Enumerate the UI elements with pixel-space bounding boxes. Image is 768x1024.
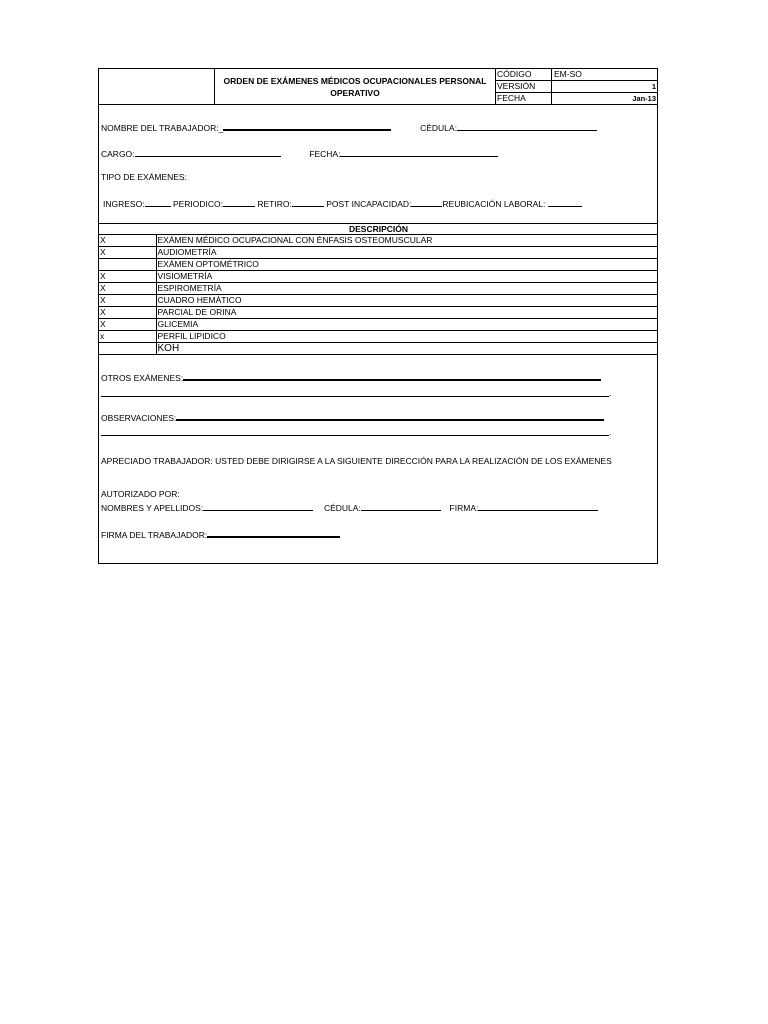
meta-value: Jan-13 bbox=[632, 94, 656, 103]
cedula-label: CÉDULA: bbox=[420, 123, 457, 133]
firma-label: FIRMA: bbox=[449, 503, 479, 513]
table-row bbox=[99, 247, 658, 259]
periodico-label: PERIODICO: bbox=[172, 199, 223, 209]
meta-row-version bbox=[496, 81, 658, 93]
exam-name: GLICEMIA bbox=[156, 319, 658, 331]
cedula2-label: CÉDULA: bbox=[323, 503, 361, 513]
table-row bbox=[99, 295, 658, 307]
nombre-line bbox=[101, 121, 597, 133]
fecha-label: FECHA: bbox=[309, 149, 341, 159]
tipo-examenes-line bbox=[103, 198, 582, 209]
fecha-field[interactable] bbox=[340, 148, 498, 157]
exam-name: AUDIOMETRÍA bbox=[156, 247, 658, 259]
reubicacion-field[interactable] bbox=[548, 198, 582, 207]
observaciones-line bbox=[101, 411, 604, 423]
meta-label: CÓDIGO bbox=[496, 69, 552, 80]
exam-mark[interactable]: x bbox=[99, 331, 156, 343]
periodico-field[interactable] bbox=[223, 198, 255, 207]
firma-trabajador-line bbox=[101, 528, 340, 540]
exam-mark[interactable]: X bbox=[99, 283, 156, 295]
exam-name: EXÁMEN MÉDICO OCUPACIONAL CON ÉNFASIS OSTEOMUSCULAR bbox=[156, 235, 658, 247]
table-row bbox=[99, 331, 658, 343]
observaciones-period: . bbox=[609, 427, 612, 437]
cargo-line bbox=[101, 148, 498, 159]
table-row bbox=[99, 307, 658, 319]
meta-label: FECHA bbox=[496, 93, 552, 104]
logo-cell bbox=[99, 69, 215, 105]
table-row bbox=[99, 283, 658, 295]
otros-examenes-field[interactable] bbox=[183, 371, 601, 381]
exam-mark[interactable]: X bbox=[99, 235, 156, 247]
nombres-label: NOMBRES Y APELLIDOS: bbox=[101, 503, 204, 513]
post-incapacidad-label: POST INCAPACIDAD: bbox=[326, 199, 412, 209]
form-title: ORDEN DE EXÁMENES MÉDICOS OCUPACIONALES PERSONAL OPERATIVO bbox=[215, 69, 496, 105]
meta-label: VERSIÓN bbox=[496, 81, 552, 92]
exam-name: ESPIROMETRÍA bbox=[156, 283, 658, 295]
otros-period: . bbox=[609, 388, 612, 398]
post-incapacidad-field[interactable] bbox=[411, 198, 442, 207]
exam-name: PARCIAL DE ORINA bbox=[156, 307, 658, 319]
exam-table bbox=[99, 235, 658, 355]
exam-name: EXÁMEN OPTOMÉTRICO bbox=[156, 259, 658, 271]
ingreso-label: INGRESO: bbox=[103, 199, 145, 209]
exam-order-form bbox=[98, 68, 658, 564]
firma-field[interactable] bbox=[478, 502, 598, 511]
autorizado-label: AUTORIZADO POR: bbox=[101, 489, 180, 499]
ingreso-field[interactable] bbox=[145, 198, 171, 207]
reubicacion-label: REUBICACIÓN LABORAL: bbox=[442, 199, 546, 209]
meta-value: 1 bbox=[651, 82, 656, 91]
tipo-examenes-label: TIPO DE EXÁMENES: bbox=[101, 172, 187, 182]
otros-examenes-label: OTROS EXÁMENES: bbox=[101, 373, 184, 383]
meta-value: EM-SO bbox=[554, 69, 582, 79]
meta-table bbox=[496, 69, 658, 105]
exam-name: CUADRO HEMÁTICO bbox=[156, 295, 658, 307]
cargo-field[interactable] bbox=[135, 148, 281, 157]
exam-name: VISIOMETRÍA bbox=[156, 271, 658, 283]
observaciones-label: OBSERVACIONES: bbox=[101, 413, 177, 423]
exam-mark[interactable]: X bbox=[99, 295, 156, 307]
firma-trabajador-label: FIRMA DEL TRABAJADOR: bbox=[101, 530, 208, 540]
nombre-field[interactable] bbox=[223, 121, 391, 131]
nombre-label: NOMBRE DEL TRABAJADOR:_ bbox=[101, 123, 224, 133]
description-header: DESCRIPCIÓN bbox=[99, 223, 658, 235]
exam-mark[interactable]: X bbox=[99, 307, 156, 319]
exam-mark[interactable] bbox=[99, 343, 156, 355]
cedula-field[interactable] bbox=[457, 122, 597, 131]
otros-examenes-line-2[interactable] bbox=[101, 396, 609, 397]
cargo-label: CARGO: bbox=[101, 149, 135, 159]
table-row bbox=[99, 271, 658, 283]
table-row bbox=[99, 343, 658, 355]
retiro-field[interactable] bbox=[292, 198, 324, 207]
otros-examenes-line bbox=[101, 371, 601, 383]
firma-trabajador-field[interactable] bbox=[207, 528, 340, 538]
exam-mark[interactable] bbox=[99, 259, 156, 271]
observaciones-line-2[interactable] bbox=[101, 435, 609, 436]
exam-mark[interactable]: X bbox=[99, 247, 156, 259]
exam-mark[interactable]: X bbox=[99, 319, 156, 331]
cedula2-field[interactable] bbox=[361, 502, 441, 511]
exam-name: PERFIL LIPIDICO bbox=[156, 331, 658, 343]
exam-name: KOH bbox=[156, 343, 658, 355]
meta-row-fecha bbox=[496, 93, 658, 104]
observaciones-field[interactable] bbox=[176, 411, 604, 421]
table-row bbox=[99, 259, 658, 271]
retiro-label: RETIRO: bbox=[257, 199, 292, 209]
table-row bbox=[99, 319, 658, 331]
table-row bbox=[99, 235, 658, 247]
autorizado-line bbox=[101, 502, 598, 513]
apreciado-text: APRECIADO TRABAJADOR: USTED DEBE DIRIGIRSE A LA SIGUIENTE DIRECCIÓN PARA LA REALIZACIÓN DE LOS EXÁMENES bbox=[101, 456, 612, 466]
nombres-field[interactable] bbox=[203, 502, 313, 511]
exam-mark[interactable]: X bbox=[99, 271, 156, 283]
meta-row-codigo bbox=[496, 69, 658, 81]
